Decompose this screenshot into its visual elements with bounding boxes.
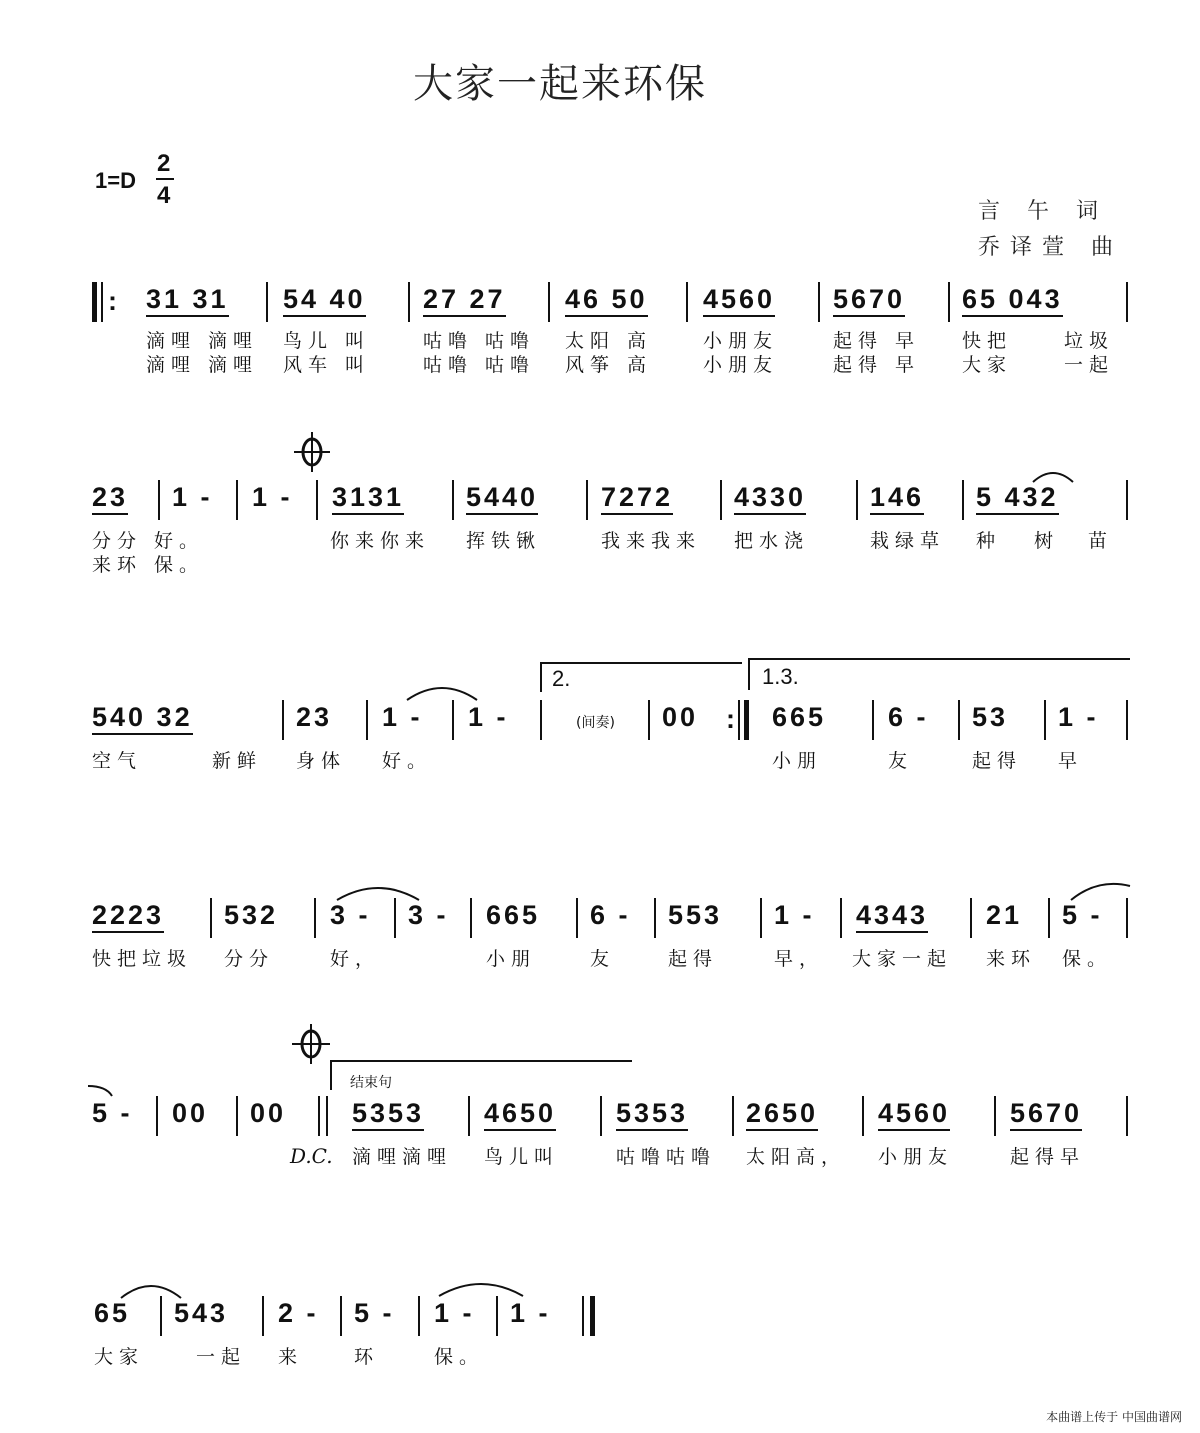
measure: 5 - <box>1062 900 1103 930</box>
lyric: 好。 <box>382 750 433 772</box>
lyric: 环 <box>354 1346 380 1368</box>
measure: 5 - <box>354 1298 395 1328</box>
time-signature-line <box>156 178 174 180</box>
lyric: 一起 <box>1064 354 1115 376</box>
measure: 2650 <box>746 1098 818 1129</box>
lyric: 分分 <box>224 948 275 970</box>
measure: 1 - <box>382 702 423 732</box>
lyric: 树 <box>1034 530 1060 552</box>
repeat-start-barline <box>92 282 97 322</box>
measure: 65 043 <box>962 284 1063 315</box>
tie-arc <box>1030 466 1076 484</box>
lyric: 早， <box>774 948 825 970</box>
lyric: 滴哩 滴哩 <box>146 354 259 376</box>
measure: 00 <box>662 702 699 732</box>
tie-arc <box>1068 882 1132 902</box>
measure: 2223 <box>92 900 164 931</box>
measure: 1 - <box>774 900 815 930</box>
measure: 5353 <box>352 1098 424 1129</box>
key-signature: 1=D <box>95 168 136 193</box>
lyric: 你来你来 <box>330 530 431 552</box>
lyric: 保。 <box>434 1346 485 1368</box>
measure: 665 <box>486 900 541 930</box>
lyric: 起得早 <box>1010 1146 1086 1168</box>
lyric: 好， <box>330 948 381 970</box>
lyric: 大家 <box>962 354 1013 376</box>
time-signature-bottom: 4 <box>157 182 171 209</box>
tie-arc <box>404 682 480 702</box>
measure: 4330 <box>734 482 806 513</box>
lyric: 空气 <box>92 750 143 772</box>
measure: 27 27 <box>423 284 506 315</box>
measure: 4650 <box>484 1098 556 1129</box>
repeat-end-barline <box>744 700 749 740</box>
lyric: 咕噜咕噜 <box>616 1146 717 1168</box>
lyric: 小朋友 <box>878 1146 954 1168</box>
measure: 46 50 <box>565 284 648 315</box>
measure: 1 - <box>252 482 293 512</box>
lyric: 小朋 <box>772 750 823 772</box>
measure: 540 32 <box>92 702 193 733</box>
measure: 3131 <box>332 482 404 513</box>
volta-1-3-label: 1.3. <box>762 664 799 689</box>
measure: 31 31 <box>146 284 229 315</box>
lyric: 咕噜 咕噜 <box>423 330 536 352</box>
lyric: 友 <box>590 948 616 970</box>
final-barline <box>590 1296 595 1336</box>
measure: 1 - <box>172 482 213 512</box>
measure: 23 <box>92 482 128 513</box>
measure: 4343 <box>856 900 928 931</box>
measure: 2 - <box>278 1298 319 1328</box>
measure: 6 - <box>590 900 631 930</box>
lyric: 咕噜 咕噜 <box>423 354 536 376</box>
measure: 7272 <box>601 482 673 513</box>
lyric: 风筝 高 <box>565 354 653 376</box>
lyric: 垃圾 <box>1064 330 1115 352</box>
composer-credit: 乔译萱 曲 <box>978 235 1123 260</box>
measure: 6 - <box>888 702 929 732</box>
tie-arc <box>436 1278 526 1298</box>
time-signature-top: 2 <box>157 150 171 177</box>
measure: 4560 <box>878 1098 950 1129</box>
lyric: 大家一起 <box>852 948 953 970</box>
measure: 5 - <box>92 1098 133 1128</box>
lyric: 一起 <box>196 1346 247 1368</box>
measure: 532 <box>224 900 279 930</box>
tie-arc <box>118 1280 184 1300</box>
lyric: 我来我来 <box>601 530 702 552</box>
lyric: 风车 叫 <box>283 354 371 376</box>
tie-arc <box>334 882 422 902</box>
measure: 5670 <box>833 284 905 315</box>
lyric: 苗 <box>1088 530 1114 552</box>
lyric: 分分 好。 <box>92 530 205 552</box>
measure: 1 - <box>468 702 509 732</box>
lyric: 小朋友 <box>703 354 779 376</box>
lyric: 新鲜 <box>212 750 263 772</box>
lyric: 栽绿草 <box>870 530 946 552</box>
coda-icon <box>290 428 334 474</box>
lyric: 来 <box>278 1346 304 1368</box>
measure: 3 - <box>330 900 371 930</box>
lyric: 快把垃圾 <box>92 948 193 970</box>
lyric: 种 <box>976 530 1002 552</box>
lyric: 身体 <box>296 750 347 772</box>
lyric: 起得 早 <box>833 354 921 376</box>
lyric: 小朋友 <box>703 330 779 352</box>
lyric: 友 <box>888 750 914 772</box>
measure: 1 - <box>510 1298 551 1328</box>
lyric: 起得 <box>668 948 719 970</box>
lyric: 小朋 <box>486 948 537 970</box>
lyric: 起得 <box>972 750 1023 772</box>
measure: 65 <box>94 1298 131 1328</box>
da-capo-marking: D.C. <box>290 1144 333 1168</box>
lyric: 保。 <box>1062 948 1113 970</box>
measure: 00 <box>250 1098 287 1128</box>
lyric: 滴哩 滴哩 <box>146 330 259 352</box>
measure: 5670 <box>1010 1098 1082 1129</box>
measure: 5353 <box>616 1098 688 1129</box>
measure: 1 - <box>1058 702 1099 732</box>
lyric: 来环 保。 <box>92 554 205 576</box>
lyric: 快把 <box>962 330 1013 352</box>
lyric: 早 <box>1058 750 1084 772</box>
measure: 3 - <box>408 900 449 930</box>
lyricist-credit: 言 午 词 <box>978 199 1108 224</box>
volta-2-label: 2. <box>552 666 571 691</box>
volta-1-3 <box>748 658 1130 690</box>
lyric: 来环 <box>986 948 1037 970</box>
lyric: 太阳 高 <box>565 330 653 352</box>
measure: 1 - <box>434 1298 475 1328</box>
lyric: 鸟儿 叫 <box>283 330 371 352</box>
lyric: 太阳高， <box>746 1146 847 1168</box>
page-title: 大家一起来环保 <box>413 61 707 107</box>
measure: 5440 <box>466 482 538 513</box>
measure: 53 <box>972 702 1009 732</box>
lyric: 起得 早 <box>833 330 921 352</box>
measure: 00 <box>172 1098 209 1128</box>
measure: 5 432 <box>976 482 1059 513</box>
measure: 4560 <box>703 284 775 315</box>
measure: 23 <box>296 702 333 732</box>
footer-watermark: 本曲谱上传于 中国曲谱网 <box>1046 1410 1182 1424</box>
lyric: 大家 <box>94 1346 145 1368</box>
interlude-label: (间奏) <box>576 715 615 731</box>
lyric: 鸟儿叫 <box>484 1146 560 1168</box>
ending-label: 结束句 <box>350 1075 392 1091</box>
coda-icon <box>288 1022 334 1066</box>
measure: 543 <box>174 1298 229 1328</box>
lyric: 把水浇 <box>734 530 810 552</box>
measure: 54 40 <box>283 284 366 315</box>
measure: 21 <box>986 900 1023 930</box>
lyric: 挥铁锹 <box>466 530 542 552</box>
measure: 665 <box>772 702 827 732</box>
measure: 146 <box>870 482 924 513</box>
lyric: 滴哩滴哩 <box>352 1146 453 1168</box>
tie-arc <box>86 1084 116 1098</box>
measure: 553 <box>668 900 723 930</box>
